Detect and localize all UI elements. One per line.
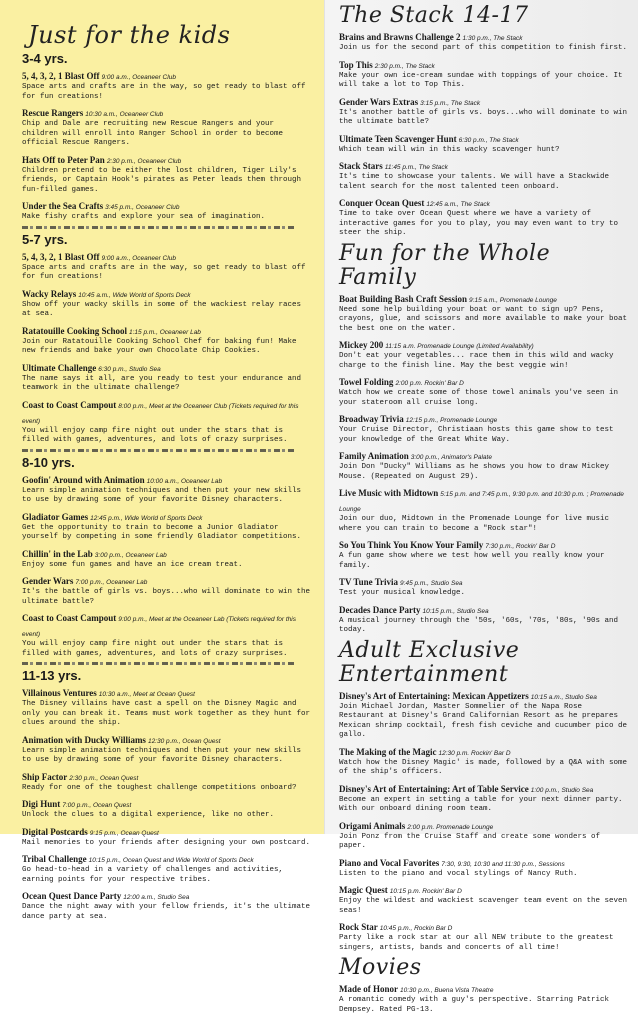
event-description: Watch how the Disney Magic' is made, followed by a Q&A with some of the ship's officers. [339, 758, 628, 776]
section-divider [22, 226, 294, 229]
event-item [339, 688, 630, 741]
event-item [339, 337, 630, 371]
event-time-location: 9:15 a.m., Promenade Lounge [469, 296, 557, 304]
event-time-location: 10:15 p.m., Studio Sea [422, 607, 489, 615]
event-description: It's time to showcase your talents. We will have a Stackwide talent search for the most talented teen onboard. [339, 173, 610, 191]
event-header [22, 323, 314, 338]
event-item [22, 198, 314, 223]
event-item [22, 732, 314, 766]
event-name: Origami Animals [339, 820, 406, 831]
event-description: A musical journey through the '50s, '60s, '70s, '80s, '90s and today. [339, 616, 619, 634]
event-time-location: 3:00 p.m., Oceaneer Lab [94, 551, 167, 559]
event-description: Join Ponz from the Cruise Staff and create some wonders of paper. [339, 832, 601, 850]
event-header [339, 131, 630, 146]
event-time-location: 2:00 p.m. Rockin' Bar D [395, 380, 464, 387]
event-name: Goofin' Around with Animation [22, 474, 145, 485]
event-item [22, 323, 314, 357]
event-description: A romantic comedy with a guy's perspective. Starring Patrick Dempsey. Rated PG-13. [339, 996, 610, 1014]
event-header [22, 68, 314, 83]
event-name: Digi Hunt [22, 799, 61, 809]
event-header [339, 882, 630, 897]
event-time-location: 9:00 a.m., Oceaneer Club [101, 74, 176, 81]
event-time-location: 10:00 a.m., Oceaneer Lab [146, 477, 223, 485]
event-item [22, 152, 314, 196]
event-description: Party like a rock star at our all NEW tribute to the greatest singers, artists, bands and concerts of all time! [339, 934, 614, 952]
event-name: Family Animation [339, 451, 409, 461]
event-item [22, 796, 314, 821]
event-description: A fun game show where we test how well you really know your family. [339, 552, 605, 570]
event-item [22, 472, 314, 506]
event-header [339, 688, 630, 703]
event-header [22, 198, 314, 213]
age-group-heading: 11-13 yrs. [22, 668, 82, 683]
event-description: Time to take over Ocean Quest where we have a variety of interactive games for you to play, you may even want to try to steer the ship. [339, 210, 619, 237]
event-time-location: 10:30 p.m., Buena Vista Theatre [400, 987, 494, 994]
event-item [22, 397, 314, 446]
event-header [22, 824, 314, 839]
event-time-location: 10:15 p.m., Ocean Quest and Wide World of Sports Deck [88, 857, 254, 864]
event-header [22, 360, 314, 375]
event-name: TV Tune Trivia [339, 577, 399, 587]
section-title: Movies [339, 955, 422, 980]
event-header [22, 685, 314, 700]
event-time-location: 8:00 p.m., Meet at the Oceaneer Club (Tickets required for this event) [22, 402, 299, 425]
event-item [339, 131, 630, 156]
event-time-location: 12:45 a.m., The Stack [426, 201, 490, 208]
event-description: Join Michael Jordan, Master Sommelier of the Napa Rose Restaurant at Disney's Grand Californian Resort as he prepares Mexican shrimp cocktail, fresh fish ceviche and cucumber pico de gallo. [339, 702, 628, 739]
event-item [22, 249, 314, 283]
event-name: Live Music with Midtown [339, 488, 439, 498]
event-header [22, 509, 314, 524]
event-description: Learn simple animation techniques and then put your new skills to use by drawing some of your favorite Disney characters. [22, 746, 302, 764]
event-item [339, 537, 630, 571]
event-description: The name says it all, are you ready to test your endurance and teamwork in the ultimate challenge? [22, 374, 302, 392]
event-header [339, 919, 630, 934]
event-item [22, 769, 314, 794]
event-time-location: 7:30 p.m., Rockin' Bar D [485, 543, 556, 550]
event-header [339, 158, 630, 173]
event-time-location: 1:00 p.m., Studio Sea [530, 786, 594, 794]
event-name: Tribal Challenge [22, 854, 87, 864]
event-header [339, 855, 630, 870]
event-name: Rock Star [339, 922, 378, 932]
event-description: You will enjoy camp fire night out under the stars that is filled with games, adventures, and lots of crazy surprises. [22, 426, 288, 444]
event-name: Wacky Relays [22, 288, 77, 299]
event-name: Gender Wars Extras [339, 96, 419, 107]
event-time-location: 7:30, 9:30, 10:30 and 11:30 p.m., Sessions [441, 860, 565, 868]
event-time-location: 6:30 p.m., Studio Sea [98, 365, 161, 373]
right-sections [339, 4, 630, 1015]
event-time-location: 7:00 p.m., Oceaneer Lab [75, 579, 148, 586]
event-description: Enjoy some fun games and have an ice cream treat. [22, 560, 243, 569]
event-description: Join Don "Ducky" Williams as he shows you how to draw Mickey Mouse. (Repeated on August 29). [339, 463, 610, 481]
event-time-location: 1:30 p.m., The Stack [462, 35, 523, 42]
event-description: Learn simple animation techniques and then put your new skills to use by drawing some of your favorite Disney characters. [22, 486, 302, 504]
age-group-heading: 8-10 yrs. [22, 454, 75, 470]
event-item [22, 685, 314, 729]
event-time-location: 2:30 p.m., Ocean Quest [69, 774, 139, 782]
event-header [22, 286, 314, 301]
event-time-location: 11:15 a.m. Promenade Lounge (Limited Availability) [385, 343, 534, 350]
event-name: Broadway Trivia [339, 414, 404, 424]
event-name: So You Think You Know Your Family [339, 540, 484, 550]
event-name: Magic Quest [339, 885, 388, 895]
event-description: Enjoy the wildest and wackiest scavenger team event on the seven seas! [339, 897, 628, 915]
event-name: Decades Dance Party [339, 604, 421, 615]
event-item [22, 360, 314, 394]
event-description: Mail memories to your friends after designing your own postcard. [22, 838, 311, 847]
event-header [339, 94, 630, 109]
event-name: Gladiator Games [22, 511, 89, 522]
event-item [22, 610, 314, 659]
event-time-location: 6:30 p.m., The Stack [458, 136, 519, 144]
event-description: Dance the night away with your fellow friends, it's the ultimate dance party at sea. [22, 903, 311, 921]
event-header [339, 29, 630, 44]
event-name: Towel Folding [339, 377, 394, 387]
event-item [339, 574, 630, 599]
event-item [339, 855, 630, 880]
event-item [22, 824, 314, 849]
event-description: It's the battle of girls vs. boys...who will dominate to win the ultimate battle? [22, 588, 311, 606]
event-description: Get the opportunity to train to become a Junior Gladiator yourself by competing in some friendly Gladiator competitions. [22, 523, 302, 541]
event-time-location: 9:00 p.m., Meet at the Oceaneer Lab (Tickets required for this event) [22, 616, 296, 638]
event-time-location: 11:45 p.m., The Stack [384, 164, 448, 171]
event-item [339, 29, 630, 54]
event-name: Coast to Coast Campout [22, 399, 117, 410]
event-time-location: 10:15 a.m., Studio Sea [530, 693, 597, 701]
event-time-location: 9:45 p.m., Studio Sea [400, 580, 463, 587]
event-name: Made of Honor [339, 984, 398, 994]
section-title: Adult Exclusive Entertainment [339, 637, 520, 687]
event-header [22, 796, 314, 811]
event-item [22, 105, 314, 149]
event-header [339, 448, 630, 463]
event-time-location: 12:30 p.m., Ocean Quest [147, 737, 221, 745]
event-name: Ratatouille Cooking School [22, 325, 128, 336]
event-description: Unlock the clues to a digital experience, like no other. [22, 811, 275, 819]
event-time-location: 5:15 p.m. and 7:45 p.m., 9:30 p.m. and 10:30 p.m. ; Promenade Lounge [339, 491, 624, 513]
event-time-location: 10:30 a.m., Meet at Ocean Quest [98, 691, 195, 698]
event-name: Digital Postcards [22, 826, 88, 837]
event-item [339, 981, 630, 1015]
event-item [339, 94, 630, 128]
event-header [339, 744, 630, 759]
event-header [339, 537, 630, 552]
event-description: Space arts and crafts are in the way, so get ready to blast off for fun creations! [22, 83, 306, 101]
event-name: Rescue Rangers [22, 108, 84, 118]
event-name: Piano and Vocal Favorites [339, 857, 440, 868]
kids-title: Just for the kids [28, 21, 231, 49]
event-header [339, 411, 630, 426]
event-header [22, 610, 314, 640]
event-header [22, 888, 314, 903]
event-name: Boat Building Bash Craft Session [339, 293, 468, 304]
event-time-location: 10:15 p.m. Rockin' Bar D [389, 888, 462, 895]
event-name: Disney's Art of Entertaining: Mexican Appetizers [339, 690, 529, 701]
event-name: Stack Stars [339, 161, 383, 171]
event-item [339, 744, 630, 778]
event-item [339, 919, 630, 953]
event-time-location: 9:00 a.m., Oceaneer Club [101, 254, 176, 262]
event-item [339, 818, 630, 852]
event-description: Test your musical knowledge. [339, 589, 466, 597]
event-item [339, 195, 630, 239]
event-time-location: 9:15 p.m., Ocean Quest [89, 829, 159, 837]
event-name: 5, 4, 3, 2, 1 Blast Off [22, 251, 100, 262]
event-header [339, 485, 630, 515]
event-description: Show off your wacky skills in some of the wackiest relay races at sea. [22, 300, 302, 318]
event-header [339, 981, 630, 996]
event-description: Watch how we create some of those towel animals you've seen in your stateroom all cruise long. [339, 389, 619, 407]
event-item [22, 286, 314, 320]
event-time-location: 2:30 p.m., The Stack [374, 62, 435, 70]
event-header [22, 546, 314, 561]
event-header [22, 573, 314, 588]
event-description: Join us for the second part of this competition to finish first. [339, 44, 628, 52]
event-description: Ready for one of the toughest challenge competitions onboard? [22, 783, 297, 792]
event-name: 5, 4, 3, 2, 1 Blast Off [22, 71, 100, 81]
event-name: Conquer Ocean Quest [339, 198, 425, 208]
event-time-location: 3:45 p.m., Oceaneer Club [105, 204, 180, 211]
age-group-heading: 3-4 yrs. [22, 51, 68, 66]
event-description: Join our Ratatouille Cooking School Chef for baking fun! Make new friends and bake your own Chocolate Chip Cookies. [22, 337, 297, 355]
event-name: Under the Sea Crafts [22, 201, 104, 211]
event-item [22, 573, 314, 607]
event-header [339, 374, 630, 389]
event-header [22, 249, 314, 264]
event-item [339, 158, 630, 192]
event-time-location: 3:15 p.m., The Stack [420, 99, 481, 107]
event-time-location: 2:00 p.m. Promenade Lounge [407, 823, 494, 831]
event-item [22, 851, 314, 885]
event-item [339, 602, 630, 636]
event-description: Make your own ice-cream sundae with toppings of your choice. It will take a lot to Top This. [339, 71, 623, 89]
event-item [22, 509, 314, 543]
event-time-location: 12:00 a.m., Studio Sea [123, 894, 190, 901]
right-column [324, 0, 638, 1014]
event-description: Which team will win in this wacky scavenger hunt? [339, 145, 560, 154]
event-name: Top This [339, 59, 373, 70]
event-item [339, 411, 630, 445]
event-header [22, 152, 314, 167]
event-item [22, 68, 314, 102]
event-description: Go head-to-head in a variety of challenges and activities, earning points for your respective tribes. [22, 866, 284, 884]
event-name: The Making of the Magic [339, 746, 437, 757]
event-name: Chillin' in the Lab [22, 548, 93, 559]
event-time-location: 12:45 p.m., Wide World of Sports Deck [90, 514, 203, 522]
event-name: Coast to Coast Campout [22, 613, 117, 623]
event-description: The Disney villains have cast a spell on the Disney Magic and only you can break it. Teams must work together as they hunt for clues around the ship. [22, 700, 311, 727]
event-description: Listen to the piano and vocal stylings of Nancy Ruth. [339, 869, 578, 878]
section-title: Fun for the Whole Family [339, 240, 551, 290]
event-name: Hats Off to Peter Pan [22, 154, 105, 165]
event-description: Join our duo, Midtown in the Promenade Lounge for live music where you can train to become a "Rock star"! [339, 515, 610, 533]
kids-sections [22, 51, 314, 922]
event-description: Make fishy crafts and explore your sea of imagination. [22, 213, 266, 221]
event-time-location: 3:00 p.m., Animator's Palate [410, 454, 492, 461]
event-item [339, 291, 630, 335]
kids-column [0, 0, 324, 921]
event-time-location: 7:00 p.m., Ocean Quest [62, 802, 132, 809]
event-header [339, 195, 630, 210]
event-header [22, 769, 314, 784]
event-header [22, 397, 314, 427]
event-name: Mickey 200 [339, 340, 384, 350]
event-item [339, 781, 630, 815]
event-time-location: 10:45 a.m., Wide World of Sports Deck [78, 291, 191, 299]
event-time-location: 10:30 a.m., Oceaneer Club [85, 111, 164, 118]
event-header [339, 781, 630, 796]
section-divider [22, 662, 294, 665]
event-description: Become an expert in setting a table for your next dinner party. With our onboard dining room team. [339, 795, 623, 813]
event-name: Ultimate Challenge [22, 362, 97, 373]
event-item [22, 888, 314, 922]
event-name: Ocean Quest Dance Party [22, 891, 122, 901]
event-description: It's another battle of girls vs. boys...who will dominate to win the ultimate battle? [339, 108, 628, 126]
event-item [339, 882, 630, 916]
event-time-location: 1:15 p.m., Oceaneer Lab [129, 328, 201, 336]
event-description: You will enjoy camp fire night out under the stars that is filled with games, adventures, and lots of crazy surprises. [22, 640, 288, 658]
event-description: Don't eat your vegetables... race them in this wild and wacky charge to the finish line. May the best veggie win! [339, 352, 614, 370]
event-name: Brains and Brawns Challenge 2 [339, 32, 461, 42]
event-header [339, 57, 630, 72]
event-name: Ultimate Teen Scavenger Hunt [339, 133, 457, 144]
event-time-location: 2:30 p.m., Oceaneer Club [106, 157, 182, 165]
event-item [339, 374, 630, 408]
event-header [22, 732, 314, 747]
section-divider [22, 449, 294, 452]
event-item [339, 448, 630, 482]
age-group-heading: 5-7 yrs. [22, 231, 68, 247]
event-header [339, 291, 630, 306]
event-item [339, 57, 630, 91]
event-description: Need some help building your boat or want to sign up? Pens, crayons, glue, and scissors and more available to make your boat the best one on the water. [339, 305, 628, 333]
section-title: The Stack 14-17 [339, 3, 529, 28]
event-item [339, 485, 630, 534]
event-description: Children pretend to be either the lost children, Tiger Lily's friends, or Captain Hook's pirates as Peter leads them through fun-filled games. [22, 166, 302, 194]
event-header [339, 574, 630, 589]
event-description: Your Cruise Director, Christiaan hosts this game show to test your knowledge of the Great White Way. [339, 426, 614, 444]
event-header [22, 851, 314, 866]
event-description: Space arts and crafts are in the way, so get ready to blast off for fun creations! [22, 263, 306, 281]
event-description: Chip and Dale are recruiting new Rescue Rangers and your children will enroll into Ranger School in order to become official Rescue Rangers. [22, 120, 284, 147]
event-header [339, 818, 630, 833]
event-header [22, 105, 314, 120]
event-name: Villainous Ventures [22, 688, 97, 698]
event-time-location: 12:15 p.m., Promenade Lounge [405, 417, 498, 424]
event-name: Disney's Art of Entertaining: Art of Table Service [339, 783, 529, 794]
event-item [22, 546, 314, 571]
event-name: Gender Wars [22, 576, 74, 586]
event-header [339, 337, 630, 352]
event-time-location: 12:30 p.m. Rockin' Bar D [438, 749, 511, 757]
event-time-location: 10:45 p.m., Rockin Bar D [379, 925, 453, 932]
event-header [339, 602, 630, 617]
event-header [22, 472, 314, 487]
event-name: Ship Factor [22, 771, 68, 782]
event-name: Animation with Ducky Williams [22, 734, 146, 745]
